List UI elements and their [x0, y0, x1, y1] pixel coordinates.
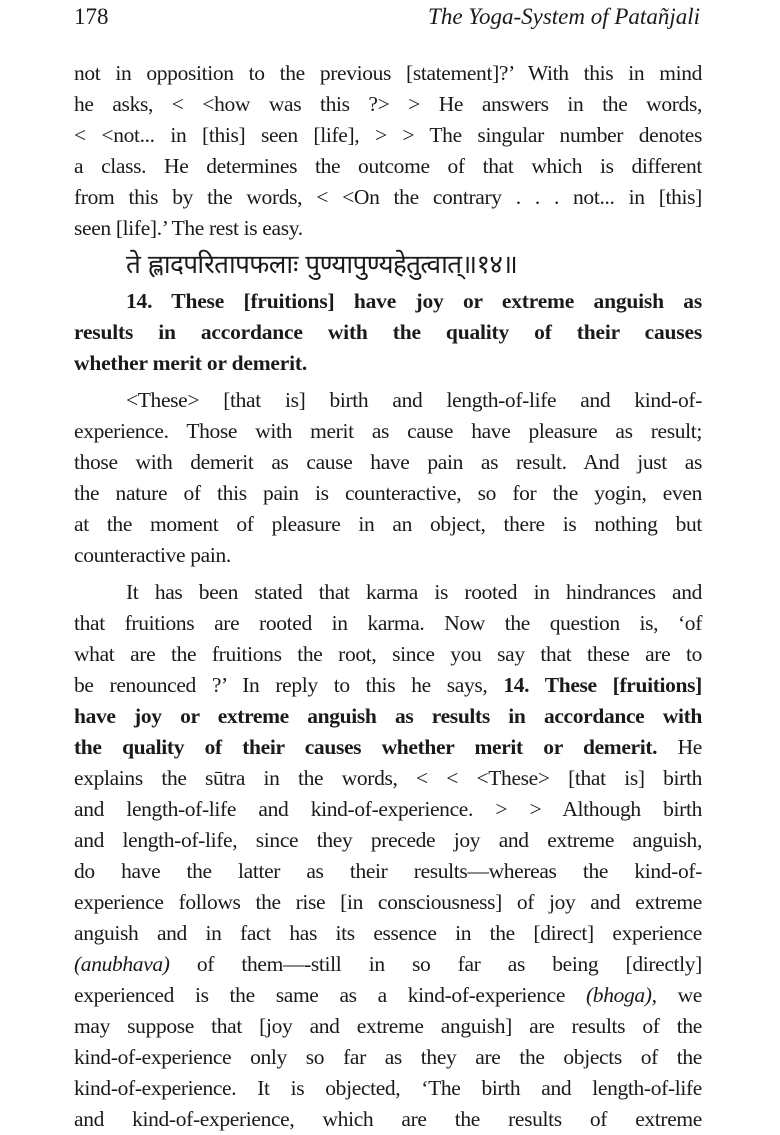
- text-line: anguish and in fact has its essence in the [direct] experience: [74, 921, 702, 945]
- text-line: may suppose that [joy and extreme anguish] are results of the: [74, 1014, 702, 1038]
- page-body: [74, 58, 702, 1135]
- text-line: [74, 670, 702, 701]
- text-line: counteractive pain.: [74, 543, 231, 567]
- text-line: he asks, < <how was this ?> > He answers in the words,: [74, 92, 702, 116]
- text-line: experience. Those with merit as cause have pleasure as result;: [74, 419, 702, 443]
- text-line: It has been stated that karma is rooted in hindrances and: [126, 580, 702, 604]
- page-number: 178: [74, 4, 109, 29]
- text-line: and length-of-life, since they precede joy and extreme anguish,: [74, 828, 702, 852]
- text-run: He: [657, 735, 702, 759]
- text-line: a class. He determines the outcome of that which is different: [74, 154, 702, 178]
- text-run: be renounced ?’ In reply to this he says,: [74, 673, 504, 697]
- text-line: at the moment of pleasure in an object, there is nothing but: [74, 512, 702, 536]
- paragraph-continuation: [74, 58, 702, 244]
- text-line: the nature of this pain is counteractive, so for the yogin, even: [74, 481, 702, 505]
- text-line: and length-of-life and kind-of-experience. > > Although birth: [74, 797, 702, 821]
- text-line: [74, 949, 702, 980]
- sanskrit-term: (bhoga),: [586, 983, 657, 1007]
- text-line: not in opposition to the previous [statement]?’ With this in mind: [74, 61, 702, 85]
- text-line: < <not... in [this] seen [life], > > The singular number denotes: [74, 123, 702, 147]
- sutra-quote-line: have joy or extreme anguish as results in accordance with: [74, 704, 702, 728]
- text-run: of them—-still in so far as being [directly]: [169, 952, 702, 976]
- text-line: experience follows the rise [in consciousness] of joy and extreme: [74, 890, 702, 914]
- sutra-quote: the quality of their causes whether merit or demerit.: [74, 735, 658, 759]
- paragraph-subcommentary: [74, 577, 702, 1135]
- running-title: The Yoga-System of Patañjali: [428, 4, 700, 29]
- page-header: [74, 4, 700, 34]
- text-line: results in accordance with the quality of their causes: [74, 320, 702, 344]
- text-line: seen [life].’ The rest is easy.: [74, 216, 303, 240]
- text-line: kind-of-experience only so far as they are the objects of the: [74, 1045, 702, 1069]
- sanskrit-term: (anubhava): [74, 952, 170, 976]
- text-run: experienced is the same as a kind-of-experience: [74, 983, 586, 1007]
- text-line: [74, 732, 702, 763]
- text-line: <These> [that is] birth and length-of-life and kind-of-: [126, 388, 702, 412]
- sutra-translation: [74, 286, 702, 379]
- text-line: [74, 980, 702, 1011]
- text-line: those with demerit as cause have pain as result. And just as: [74, 450, 702, 474]
- sutra-quote: 14. These [fruitions]: [503, 673, 702, 697]
- text-line: and kind-of-experience, which are the results of extreme: [74, 1107, 702, 1131]
- text-line: from this by the words, < <On the contrary . . . not... in [this]: [74, 185, 702, 209]
- text-line: whether merit or demerit.: [74, 351, 308, 375]
- text-line: do have the latter as their results—whereas the kind-of-: [74, 859, 702, 883]
- text-run: we: [656, 983, 702, 1007]
- text-line: what are the fruitions the root, since you say that these are to: [74, 642, 702, 666]
- text-line: explains the sūtra in the words, < < <These> [that is] birth: [74, 766, 702, 790]
- sanskrit-sutra: ते ह्लादपरितापफलाः पुण्यापुण्यहेतुत्वात्॥१४॥: [126, 250, 518, 280]
- paragraph-commentary: [74, 385, 702, 571]
- text-line: 14. These [fruitions] have joy or extreme anguish as: [126, 289, 702, 313]
- text-line: that fruitions are rooted in karma. Now the question is, ‘of: [74, 611, 702, 635]
- text-line: kind-of-experience. It is objected, ‘The birth and length-of-life: [74, 1076, 702, 1100]
